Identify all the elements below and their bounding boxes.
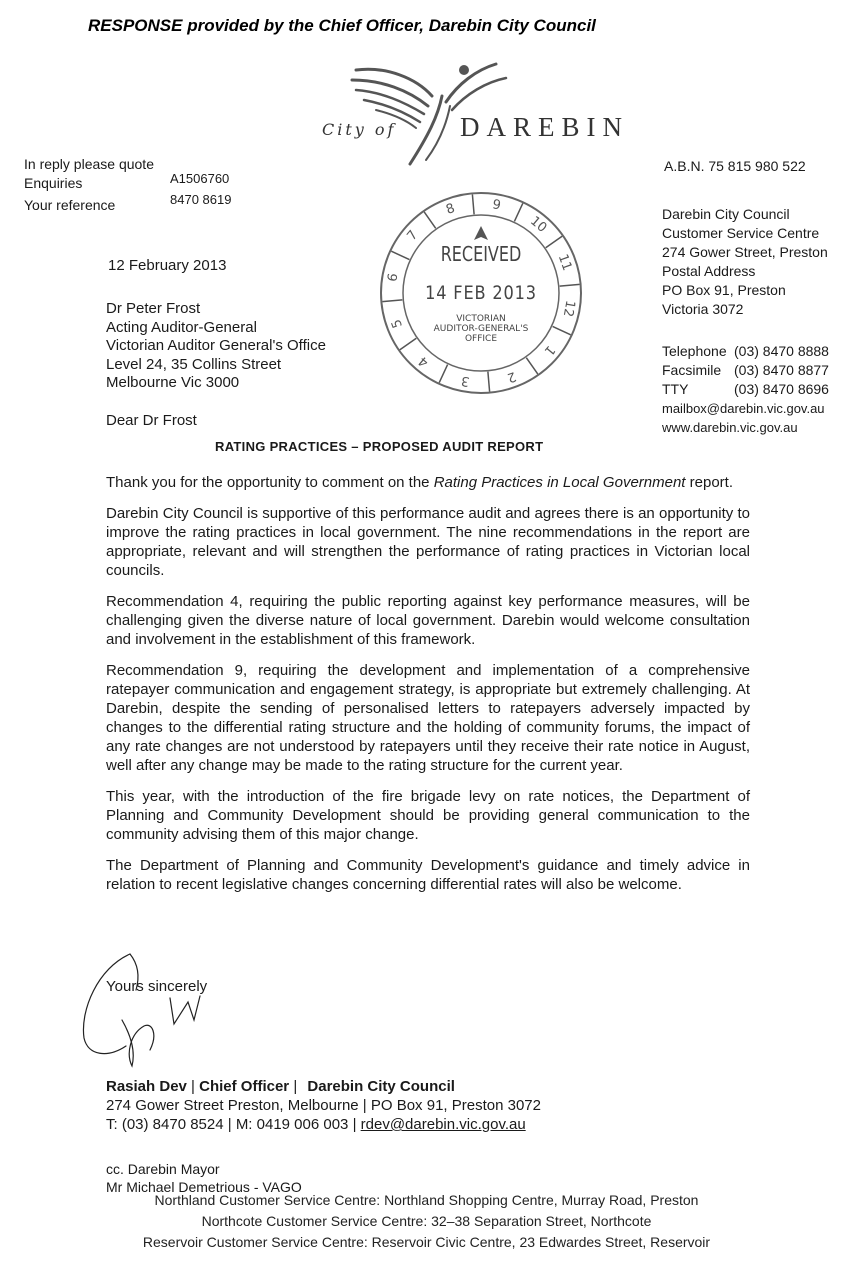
council-address <box>662 205 828 319</box>
facsimile-value: (03) 8470 8877 <box>734 362 829 378</box>
stamp-hour-label: 11 <box>554 252 575 273</box>
council-address-line: 274 Gower Street, Preston <box>662 244 828 260</box>
stamp-hour-label: 12 <box>559 299 578 318</box>
council-website: www.darebin.vic.gov.au <box>662 420 798 435</box>
stamp-hour-label: 3 <box>460 372 471 389</box>
stamp-tick <box>424 212 436 228</box>
recipient-address <box>106 300 326 393</box>
logo-darebin: DAREBIN <box>460 112 629 142</box>
cc-line: cc. Darebin Mayor <box>106 1161 220 1177</box>
facsimile-label: Facsimile <box>662 362 722 378</box>
telephone-value: (03) 8470 8888 <box>734 343 829 359</box>
stamp-hour-label: 9 <box>491 197 502 214</box>
stamp-hour-label: 8 <box>444 200 458 218</box>
council-address-line: PO Box 91, Preston <box>662 282 786 298</box>
recipient-line: Dr Peter Frost <box>106 300 201 317</box>
tty-label: TTY <box>662 381 689 397</box>
cc-line: Mr Michael Demetrious - VAGO <box>106 1179 302 1195</box>
signatory-block <box>106 1077 541 1134</box>
stamp-hour-label: 1 <box>540 342 558 359</box>
received-stamp <box>378 190 584 396</box>
recipient-line: Victorian Auditor General's Office <box>106 337 326 354</box>
body-paragraph: Recommendation 4, requiring the public reporting against key performance measures, will be challenging given the diverse nature of local government. Darebin would welcome consultation and involvement in the establishment of this framework. <box>106 593 750 648</box>
letter-date: 12 February 2013 <box>108 257 227 274</box>
contact-block <box>662 342 829 437</box>
stamp-arrow-icon <box>474 226 488 240</box>
council-address-line: Darebin City Council <box>662 206 790 222</box>
footer-line: Northcote Customer Service Centre: 32–38 Separation Street, Northcote <box>201 1213 652 1229</box>
council-address-line: Postal Address <box>662 263 756 279</box>
council-email: mailbox@darebin.vic.gov.au <box>662 401 825 416</box>
salutation: Dear Dr Frost <box>106 412 197 429</box>
enquiries-value: A1506760 <box>170 171 230 186</box>
stamp-hour-label: 5 <box>388 316 406 330</box>
stamp-hour-label: 6 <box>385 272 402 283</box>
footer-service-centres <box>0 1190 853 1253</box>
your-reference-value: 8470 8619 <box>170 192 232 207</box>
signatory-title: Chief Officer <box>199 1078 290 1095</box>
footer-line: Reservoir Customer Service Centre: Reservoir Civic Centre, 23 Edwardes Street, Reservoir <box>142 1234 711 1250</box>
stamp-received: RECEIVED <box>440 242 522 266</box>
signatory-name: Rasiah Dev <box>106 1078 187 1095</box>
page-heading: RESPONSE provided by the Chief Officer, Darebin City Council <box>88 16 596 35</box>
signature-icon <box>78 950 218 1070</box>
stamp-hour-label: 2 <box>504 368 518 386</box>
stamp-org-line: VICTORIAN <box>456 314 506 324</box>
reply-quote-label: In reply please quote <box>24 156 154 172</box>
reference-block <box>24 155 231 215</box>
letter-body <box>106 473 750 894</box>
stamp-tick <box>472 194 474 214</box>
stamp-org-line: AUDITOR-GENERAL'S <box>433 324 529 334</box>
stamp-hour-label: 7 <box>404 227 422 244</box>
recipient-line: Acting Auditor-General <box>106 318 257 336</box>
stamp-tick <box>488 372 490 392</box>
darebin-logo <box>318 56 648 168</box>
stamp-org <box>378 314 584 344</box>
signatory-email-link[interactable]: rdev@darebin.vic.gov.au <box>360 1116 526 1133</box>
stamp-hour-label: 4 <box>415 352 432 370</box>
tty-value: (03) 8470 8696 <box>734 381 829 397</box>
signatory-phones: T: (03) 8470 8524 | M: 0419 006 003 | <box>106 1116 361 1133</box>
closing: Yours sincerely <box>106 978 208 995</box>
stamp-tick <box>526 358 538 374</box>
stamp-date: 14 FEB 2013 <box>425 282 537 304</box>
footer-line: Northland Customer Service Centre: Northland Shopping Centre, Murray Road, Preston <box>154 1192 699 1208</box>
stamp-org-line: OFFICE <box>464 334 498 344</box>
signatory-separator: | <box>293 1078 298 1095</box>
enquiries-label: Enquiries <box>24 175 83 191</box>
signatory-separator: | <box>191 1078 195 1095</box>
council-address-line: Customer Service Centre <box>662 225 820 241</box>
abn: A.B.N. 75 815 980 522 <box>664 158 806 174</box>
body-paragraph: The Department of Planning and Community Development's guidance and timely advice in relation to recent legislative changes concerning differential rates will also be welcome. <box>106 857 750 893</box>
stamp-tick <box>439 365 447 383</box>
body-paragraph: Thank you for the opportunity to comment on the Rating Practices in Local Government report. <box>106 474 734 491</box>
your-reference-label: Your reference <box>24 197 116 213</box>
recipient-line: Level 24, 35 Collins Street <box>106 355 282 373</box>
logo-city-of: City of <box>322 120 397 139</box>
body-paragraph: Recommendation 9, requiring the development and implementation of a comprehensive ratepayer communication and engagement strategy, is appropriate but extremely challenging. At Darebin, despite the sending of personalised letters to ratepayers adversely impacted by changes to the differential rating structure and the holding of community forums, the impact of any rate changes are not understood by ratepayers until they receive their rate notice in August, well after any change may be made to the rating structure for the current year. <box>106 662 750 774</box>
recipient-line: Melbourne Vic 3000 <box>106 374 240 391</box>
council-address-line: Victoria 3072 <box>662 301 744 317</box>
subject-line: RATING PRACTICES – PROPOSED AUDIT REPORT <box>215 439 544 454</box>
body-paragraph: Darebin City Council is supportive of this performance audit and agrees there is an opportunity to improve the rating practices in local government. The nine recommendations in the report are appropriate, relevant and will strengthen the performance of rating practices in Victorian local councils. <box>106 505 750 579</box>
stamp-hour-label: 10 <box>527 213 550 236</box>
signatory-org: Darebin City Council <box>307 1078 455 1095</box>
stamp-tick <box>514 203 522 221</box>
signatory-address: 274 Gower Street Preston, Melbourne | PO Box 91, Preston 3072 <box>106 1097 541 1114</box>
telephone-label: Telephone <box>662 343 727 359</box>
body-paragraph: This year, with the introduction of the fire brigade levy on rate notices, the Department of Planning and Community Development should be providing general communication to the community advising them of this major change. <box>106 788 750 843</box>
